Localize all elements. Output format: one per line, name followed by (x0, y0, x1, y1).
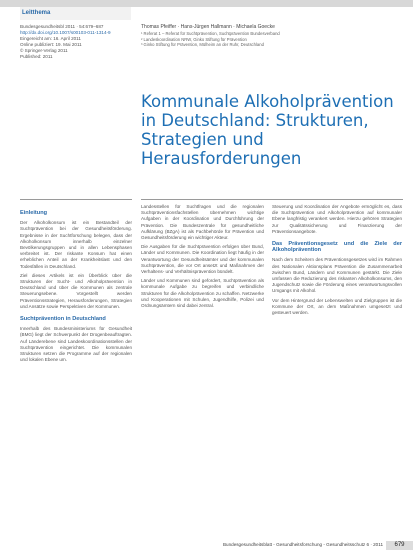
meta-copyright: © Springer-Verlag 2011 (20, 48, 68, 53)
affiliation-1: ¹ Referat 1 – Referat für Suchtprävention, Suchtprävention Bundesverband (141, 31, 280, 36)
meta-citation: Bundesgesundheitsbl 2011 · 54:679–687 (20, 24, 104, 29)
article-title: Kommunale Alkoholprävention in Deutschland: Strukturen, Strategien und Herausforderungen (141, 92, 394, 168)
paragraph: Innerhalb des Bundesministeriums für Gesundheit (BMG) liegt der Schwerpunkt der Drogenbeauftragten. Auf Länderebene sind Landeskoordinationsstellen der Suchtprävention eingerichtet. Die kommunalen Strukturen setzen die Programme auf der regionalen und lokalen Ebene um. (20, 326, 132, 363)
page-footer (0, 541, 413, 550)
meta-doi: http://dx.doi.org/10.1007/s00103-011-1314-9 (20, 30, 111, 35)
journal-name: Bundesgesundheitsblatt - Gesundheitsforschung - Gesundheitsschutz 6 · 2011 (222, 542, 383, 547)
heading-introduction: Einleitung (20, 210, 48, 216)
heading-suchtpraevention: Suchtprävention in Deutschland (20, 316, 106, 323)
authors: Thomas Pfeiffer · Hans-Jürgen Hallmann · Michaela Goecke (141, 24, 275, 30)
affiliation-3: ³ Ginko Stiftung für Prävention, Mülheim an der Ruhr, Deutschland (141, 42, 264, 47)
column-3 (272, 204, 402, 539)
paragraph: Nach dem Scheitern des Präventionsgesetzes wird im Rahmen des Nationalen Aktionsplans Prävention die Zusammenarbeit zwischen Bund, Ländern und Kommunen gestärkt. Die Ziele umfassen die Reduzierung des riskanten Alkoholkonsums, den Jugendschutz sowie die Förderung eines verantwortungsvollen Umgangs mit Alkohol. (272, 257, 402, 294)
paragraph: Landesstellen für Suchtfragen und die regionalen Suchtpräventionsfachstellen übernehmen wichtige Aufgaben in der Koordination und Durchführung der Prävention. Die Bundeszentrale für gesundheitliche Aufklärung (BZgA) ist als Fachbehörde für Prävention und Gesundheitsförderung ein wichtiger Akteur. (141, 204, 264, 241)
section-label: Leitthema (20, 7, 131, 20)
column-1 (20, 204, 132, 539)
meta-published: Published: 2011 (20, 54, 53, 59)
affiliations (141, 31, 401, 48)
paragraph: Die Ausgaben für die Suchtprävention erfolgen über Bund, Länder und Kommunen. Die Koordination liegt häufig in der Verantwortung der Gesundheitsämter und der kommunalen Suchtprävention, die vor Ort ansetzt und Maßnahmen der Verhaltens- und Verhältnisprävention bündelt. (141, 244, 264, 275)
divider (20, 199, 132, 200)
column-2 (141, 204, 264, 539)
article-metadata (20, 24, 132, 60)
paragraph: Steuerung und Koordination der Angebote ermöglicht es, dass die Suchtprävention und Alkoholprävention auf kommunaler Ebene langfristig verankert werden. Hierzu gehören Strategien zur Qualitätssicherung und Finanzierung der Präventionsangebote. (272, 204, 402, 234)
page-number: 679 (386, 541, 413, 550)
meta-submitted: Eingereicht am: 16. April 2011 (20, 36, 81, 41)
meta-online: Online publiziert: 19. Mai 2011 (20, 42, 82, 47)
paragraph: Ziel dieses Artikels ist ein Überblick über die Strukturen der Sucht- und Alkoholprävention in Deutschland und über die Kommunen als zentrale Steuerungsebene. Vorgestellt werden Präventionsstrategien, Herausforderungen, Strategien und Ansätze sowie Perspektiven der Kommunen. (20, 272, 132, 309)
affiliation-2: ² Landeskoordination NRW, Ginko Stiftung für Prävention (141, 36, 247, 42)
paragraph: Länder und Kommunen sind gefordert, Suchtprävention als kommunale Aufgabe zu begreifen und verbindliche Strukturen für die Alkoholprävention zu schaffen. Netzwerke und Kooperationen mit Schulen, Jugendhilfe, Polizei und Ordnungsämtern sind dabei zentral. (141, 278, 264, 309)
heading-praeventionsgesetz: Das Präventionsgesetz und die Ziele der Alkoholprävention (272, 241, 402, 254)
top-bar (0, 0, 413, 7)
paragraph: Der Alkoholkonsum ist ein Bestandteil der Suchtprävention bei der Gesundheitsförderung. Ergebnisse in der Suchtforschung belegen, dass der Alkoholkonsum innerhalb einzelner Bevölkerungsgruppen und in allen Lebensphasen verbreitet ist. Der riskante Konsum hat einen erheblichen Anteil an der Krankheitslast und den Todesfällen in Deutschland. (20, 220, 132, 269)
divider (141, 199, 403, 200)
paragraph: Vor dem Hintergrund der Lebenswelten und Zielgruppen ist die Kommune der Ort, an dem Maßnahmen umgesetzt und gesteuert werden. (272, 297, 402, 316)
